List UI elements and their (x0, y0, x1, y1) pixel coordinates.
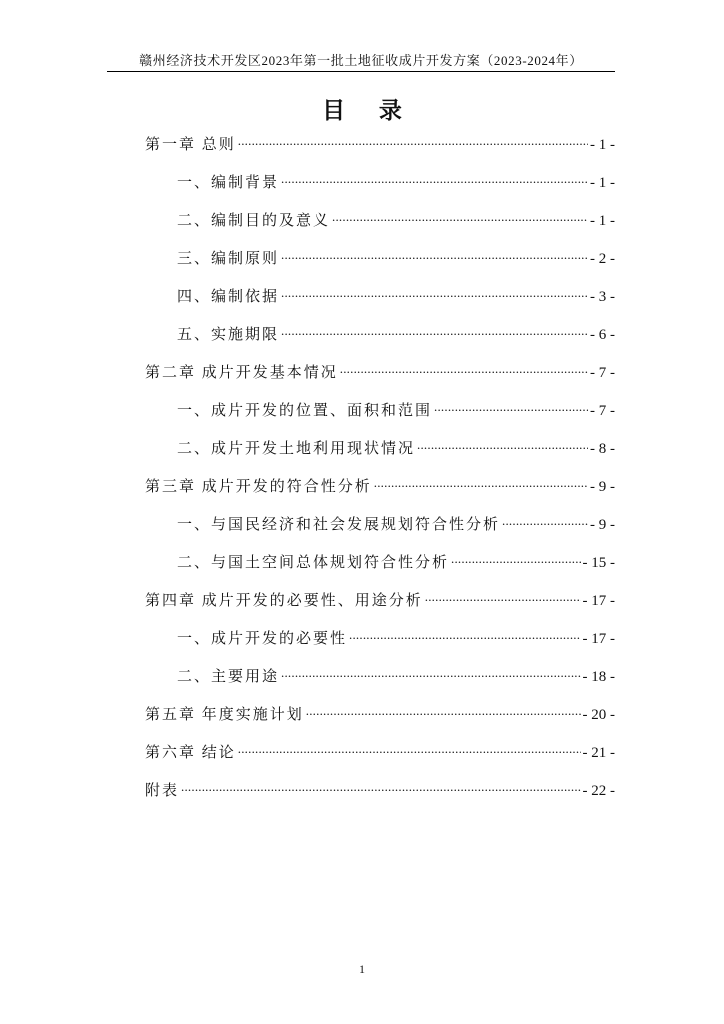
toc-dot-leader (306, 704, 581, 719)
toc-entry-page: - 7 - (590, 403, 615, 419)
header-rule (107, 71, 615, 72)
toc-entry-page: - 17 - (582, 593, 615, 609)
toc-dot-leader (374, 476, 588, 491)
toc-dot-leader (349, 628, 580, 643)
toc-dot-leader (434, 400, 588, 415)
toc-entry-section[interactable] (145, 551, 615, 589)
toc-entry-page: - 20 - (582, 707, 615, 723)
toc-entry-section[interactable] (145, 627, 615, 665)
toc-entry-label: 二、成片开发土地利用现状情况 (177, 441, 416, 457)
toc-entry-label: 五、实施期限 (177, 327, 280, 343)
toc-entry-chapter-6[interactable] (145, 741, 615, 779)
toc-entry-label: 一、编制背景 (177, 175, 280, 191)
toc-dot-leader (281, 324, 588, 339)
toc-entry-label: 四、编制依据 (177, 289, 280, 305)
toc-entry-page: - 1 - (590, 175, 615, 191)
toc-entry-page: - 2 - (590, 251, 615, 267)
toc-dot-leader (281, 172, 588, 187)
toc-entry-section[interactable] (145, 285, 615, 323)
toc-dot-leader (181, 780, 580, 795)
toc-dot-leader (281, 286, 588, 301)
toc-entry-label: 第一章 总则 (145, 137, 236, 153)
toc-entry-chapter-5[interactable] (145, 703, 615, 741)
toc-entry-page: - 6 - (590, 327, 615, 343)
toc-entry-page: - 7 - (590, 365, 615, 381)
toc-entry-label: 一、与国民经济和社会发展规划符合性分析 (177, 517, 501, 533)
toc-entry-label: 一、成片开发的位置、面积和范围 (177, 403, 433, 419)
toc-dot-leader (281, 666, 580, 681)
toc-entry-page: - 1 - (590, 213, 615, 229)
toc-entry-section[interactable] (145, 513, 615, 551)
table-of-contents (145, 133, 615, 817)
toc-entry-label: 第五章 年度实施计划 (145, 707, 304, 723)
toc-entry-label: 第三章 成片开发的符合性分析 (145, 479, 372, 495)
toc-entry-label: 三、编制原则 (177, 251, 280, 267)
toc-entry-page: - 21 - (582, 745, 615, 761)
toc-title: 目 录 (322, 98, 416, 123)
toc-entry-page: - 8 - (590, 441, 615, 457)
toc-entry-page: - 15 - (582, 555, 615, 571)
toc-entry-section[interactable] (145, 209, 615, 247)
toc-entry-chapter-1[interactable] (145, 133, 615, 171)
toc-dot-leader (502, 514, 588, 529)
toc-entry-page: - 18 - (582, 669, 615, 685)
toc-dot-leader (332, 210, 588, 225)
toc-entry-label: 第六章 结论 (145, 745, 236, 761)
toc-entry-page: - 1 - (590, 137, 615, 153)
toc-dot-leader (340, 362, 588, 377)
toc-dot-leader (417, 438, 588, 453)
toc-entry-page: - 3 - (590, 289, 615, 305)
toc-entry-section[interactable] (145, 247, 615, 285)
toc-dot-leader (425, 590, 581, 605)
toc-entry-label: 二、主要用途 (177, 669, 280, 685)
page-number: 1 (359, 962, 365, 976)
toc-entry-section[interactable] (145, 437, 615, 475)
toc-entry-appendix[interactable] (145, 779, 615, 817)
toc-entry-label: 二、编制目的及意义 (177, 213, 331, 229)
toc-entry-label: 附表 (145, 783, 180, 799)
toc-entry-section[interactable] (145, 665, 615, 703)
toc-dot-leader (281, 248, 588, 263)
toc-entry-section[interactable] (145, 171, 615, 209)
toc-entry-section[interactable] (145, 323, 615, 361)
toc-entry-label: 二、与国土空间总体规划符合性分析 (177, 555, 450, 571)
toc-entry-label: 一、成片开发的必要性 (177, 631, 348, 647)
toc-entry-page: - 9 - (590, 479, 615, 495)
toc-entry-chapter-3[interactable] (145, 475, 615, 513)
toc-entry-page: - 9 - (590, 517, 615, 533)
running-header: 赣州经济技术开发区2023年第一批土地征收成片开发方案（2023-2024年） (139, 53, 583, 68)
toc-dot-leader (238, 134, 588, 149)
toc-entry-label: 第二章 成片开发基本情况 (145, 365, 338, 381)
toc-dot-leader (238, 742, 581, 757)
toc-entry-page: - 17 - (582, 631, 615, 647)
toc-entry-page: - 22 - (582, 783, 615, 799)
toc-entry-section[interactable] (145, 399, 615, 437)
toc-entry-chapter-4[interactable] (145, 589, 615, 627)
toc-entry-chapter-2[interactable] (145, 361, 615, 399)
toc-dot-leader (451, 552, 580, 567)
toc-entry-label: 第四章 成片开发的必要性、用途分析 (145, 593, 423, 609)
